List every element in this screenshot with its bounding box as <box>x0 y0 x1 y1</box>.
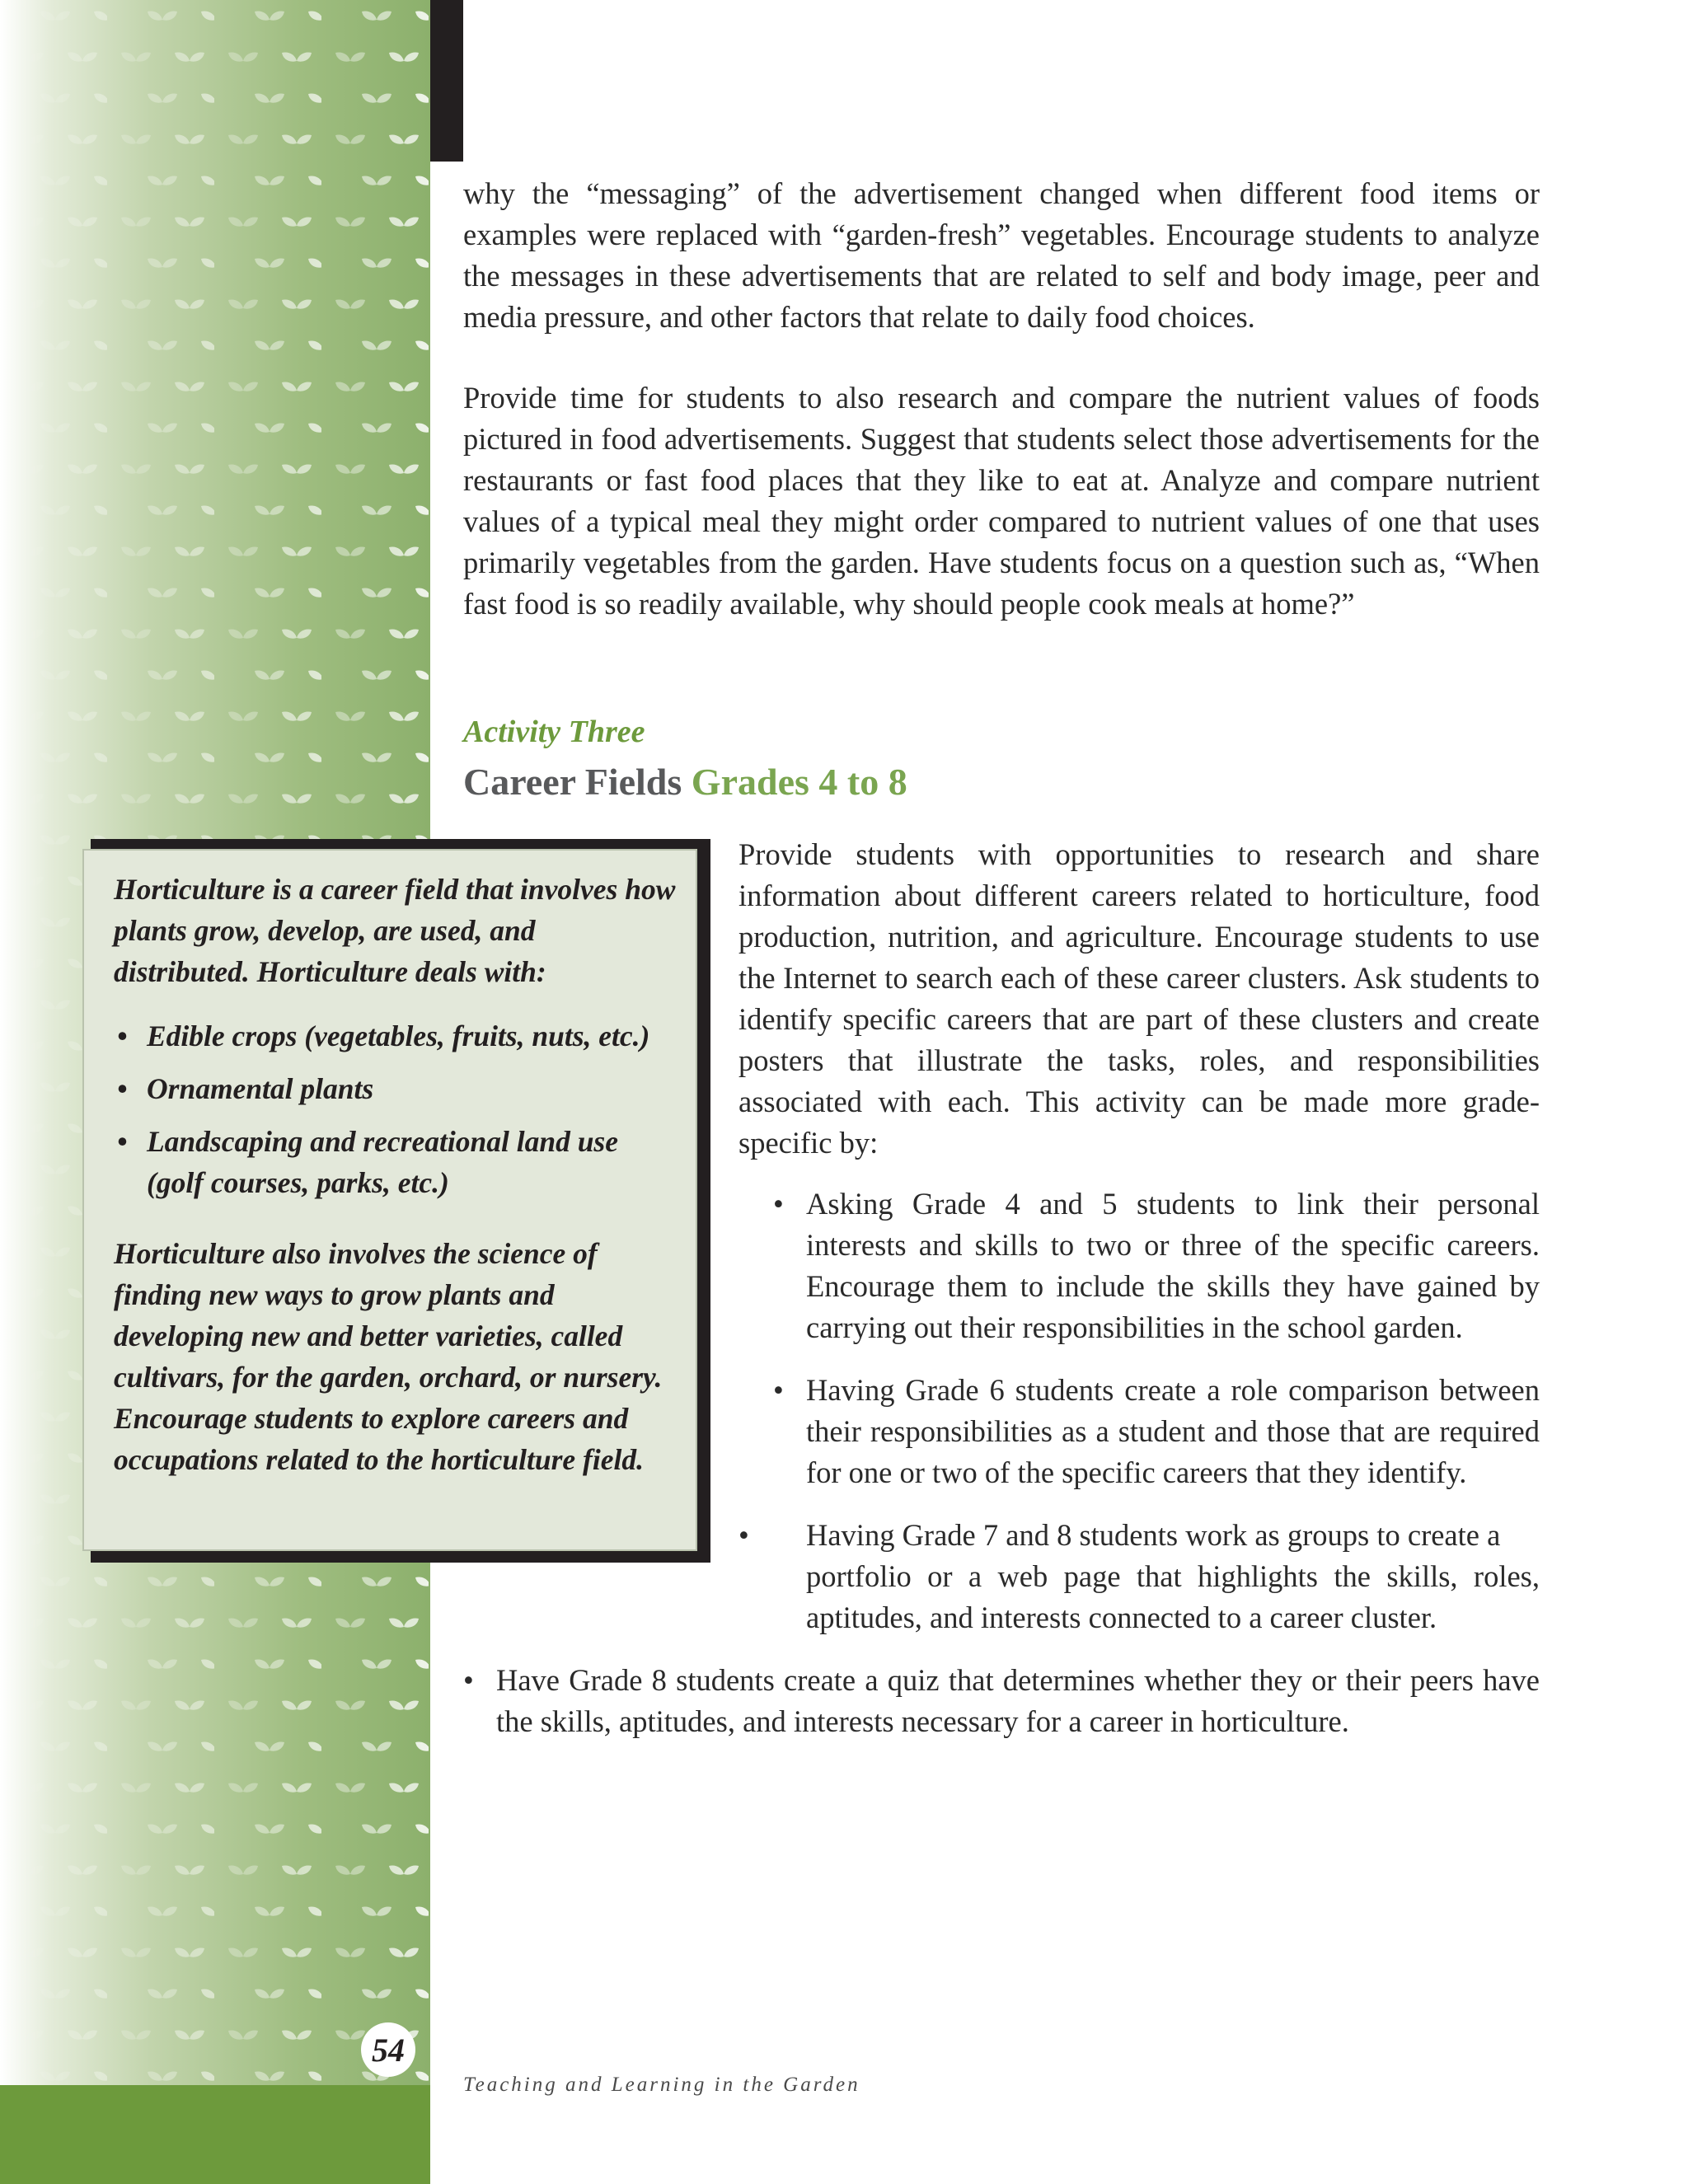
activity-label: Activity Three <box>463 715 645 749</box>
callout-list-item: • Landscaping and recreational land use (golf courses, parks, etc.) <box>114 1121 676 1203</box>
callout-list <box>114 1015 676 1203</box>
footer-title: Teaching and Learning in the Garden <box>463 2074 860 2096</box>
activity-title <box>463 760 907 804</box>
activity-bullets <box>463 1183 1540 1764</box>
footer-band <box>0 2085 430 2184</box>
bullet-icon: • <box>117 1072 128 1105</box>
activity-bullet-item: • Having Grade 6 students create a role comparison between their responsibilities as a student and those that are required for one or two of the specific careers that they identify. <box>773 1370 1540 1493</box>
activity-bullet-item: • Asking Grade 4 and 5 students to link their personal interests and skills to two or three of the specific careers. Encourage them to include the skills they have gained by carrying out their responsibilities in the school garden. <box>773 1183 1540 1348</box>
body-paragraph-1: why the “messaging” of the advertisement changed when different food items or examples were replaced with “garden-fresh” vegetables. Encourage students to analyze the messages in these advertisements that are related to self and body image, peer and media pressure, and other factors that relate to daily food choices. <box>463 176 1540 334</box>
body-paragraph-2: Provide time for students to also research and compare the nutrient values of foods pictured in food advertisements. Suggest that students select those advertisements for the restaurants or fast food places that they like to eat at. Analyze and compare nutrient values of a typical meal they might order compared to nutrient values of one that uses primarily vegetables from the garden. Have students focus on a question such as, “When fast food is so readily available, why should people cook meals at home?” <box>463 381 1540 621</box>
activity-grades: Grades 4 to 8 <box>691 761 907 803</box>
page-number: 54 <box>361 2022 415 2077</box>
activity-intro: Provide students with opportunities to research and share information about different careers related to horticulture, food production, nutrition, and agriculture. Encourage students to use the Internet to search each of these career clusters. Ask students to identify specific careers that are part of these clusters and create posters that illustrate the tasks, roles, and responsibilities associated with each. This activity can be made more grade-specific by: <box>738 837 1540 1160</box>
callout-outro: Horticulture also involves the science of finding new ways to grow plants and developing new and better varieties, called cultivars, for the garden, orchard, or nursery. Encourage students to explore careers and occupations related to the horticulture field. <box>114 1237 663 1476</box>
bullet-icon: • <box>463 1663 474 1697</box>
callout-list-item: • Ornamental plants <box>114 1068 676 1109</box>
callout-intro: Horticulture is a career field that involves how plants grow, develop, are used, and distributed. Horticulture deals with: <box>114 873 676 988</box>
bullet-icon: • <box>773 1187 784 1221</box>
activity-bullet-item: • Having Grade 7 and 8 students work as groups to create a portfolio or a web page that highlights the skills, roles, aptitudes, and interests connected to a career cluster. <box>463 1515 1540 1638</box>
bullet-icon: • <box>773 1373 784 1407</box>
callout-list-item: • Edible crops (vegetables, fruits, nuts, etc.) <box>114 1015 676 1057</box>
activity-bullet-item: • Have Grade 8 students create a quiz that determines whether they or their peers have the skills, aptitudes, and interests necessary for a career in horticulture. <box>463 1660 1540 1742</box>
bullet-icon: • <box>117 1125 128 1158</box>
bullet-icon: • <box>738 1518 749 1552</box>
bullet-icon: • <box>117 1019 128 1052</box>
activity-title-text: Career Fields <box>463 761 682 803</box>
top-accent-bar <box>430 0 463 162</box>
